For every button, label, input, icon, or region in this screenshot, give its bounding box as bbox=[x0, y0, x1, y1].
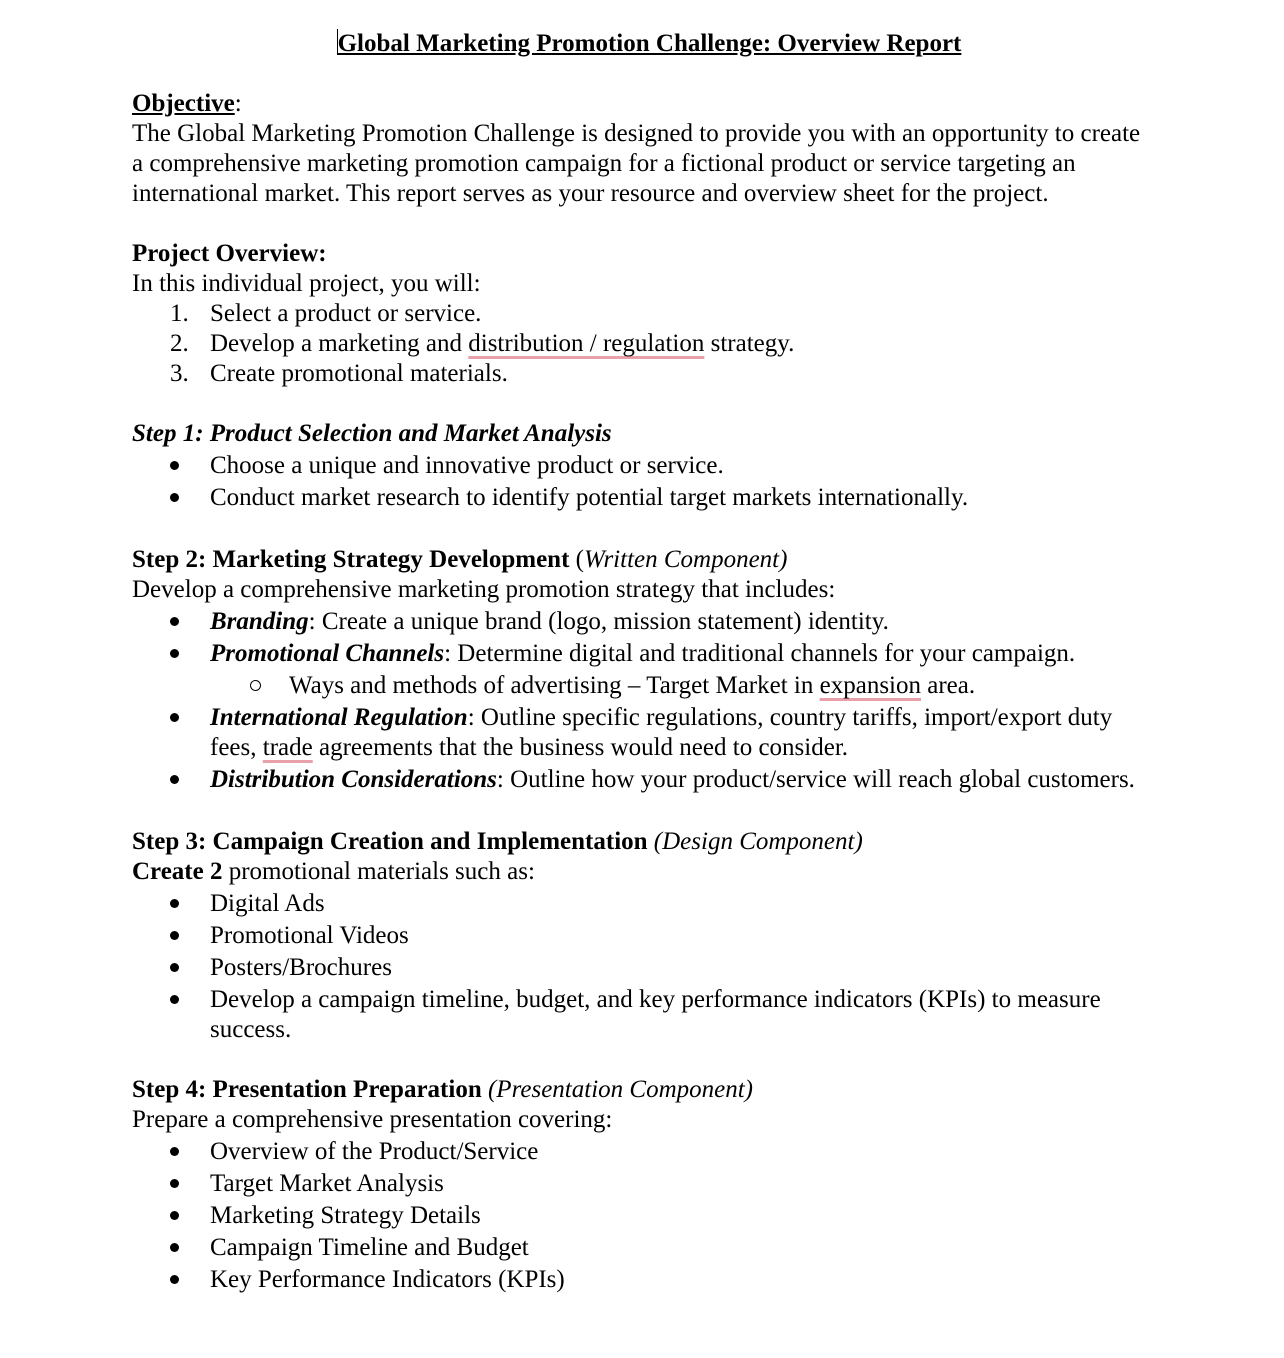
overview-intro: In this individual project, you will: bbox=[132, 270, 481, 297]
spellcheck-flag[interactable]: trade bbox=[262, 734, 313, 761]
list-item: Branding: Create a unique brand (logo, mission statement) identity. bbox=[132, 607, 1152, 637]
bullet-icon bbox=[170, 639, 194, 669]
list-item: 2. Develop a marketing and distribution / regulation strategy. bbox=[170, 330, 795, 357]
hollow-bullet-icon bbox=[250, 671, 261, 701]
step4-heading: Step 4: Presentation Preparation (Presentation Component) bbox=[132, 1076, 753, 1103]
bullet-icon bbox=[170, 703, 194, 733]
step3-intro: Create 2 promotional materials such as: bbox=[132, 858, 535, 885]
bullet-icon bbox=[170, 921, 194, 951]
step1-list bbox=[132, 451, 1152, 513]
step3-list bbox=[132, 889, 1152, 1045]
list-item: 3. Create promotional materials. bbox=[170, 360, 508, 387]
spellcheck-flag[interactable]: expansion bbox=[819, 672, 921, 699]
bullet-icon bbox=[170, 1137, 194, 1167]
step2-intro: Develop a comprehensive marketing promotion strategy that includes: bbox=[132, 576, 836, 603]
step3-heading: Step 3: Campaign Creation and Implementation (Design Component) bbox=[132, 828, 863, 855]
list-item: Promotional Channels: Determine digital and traditional channels for your campaign. bbox=[132, 639, 1152, 669]
bullet-icon bbox=[170, 889, 194, 919]
bullet-icon bbox=[170, 1201, 194, 1231]
list-item: Digital Ads bbox=[132, 889, 1152, 919]
list-item: 1. Select a product or service. bbox=[170, 300, 482, 327]
bullet-icon bbox=[170, 607, 194, 637]
list-item: Develop a campaign timeline, budget, and key performance indicators (KPIs) to measure success. bbox=[132, 985, 1152, 1045]
list-item: Posters/Brochures bbox=[132, 953, 1152, 983]
bullet-icon bbox=[170, 1265, 194, 1295]
list-item: Marketing Strategy Details bbox=[132, 1201, 1152, 1231]
list-item: Promotional Videos bbox=[132, 921, 1152, 951]
overview-heading: Project Overview: bbox=[132, 240, 327, 267]
bullet-icon bbox=[170, 451, 194, 481]
bullet-icon bbox=[170, 1233, 194, 1263]
document-page[interactable] bbox=[132, 29, 1152, 1297]
list-item: Target Market Analysis bbox=[132, 1169, 1152, 1199]
bullet-icon bbox=[170, 483, 194, 513]
list-item: International Regulation: Outline specific regulations, country tariffs, import/export duty fees, trade agreements that the business would need to consider. bbox=[132, 703, 1152, 763]
bullet-icon bbox=[170, 1169, 194, 1199]
list-item: Distribution Considerations: Outline how your product/service will reach global customers. bbox=[132, 765, 1152, 795]
list-item: Conduct market research to identify potential target markets internationally. bbox=[132, 483, 1152, 513]
overview-list bbox=[132, 299, 1152, 389]
list-item: Overview of the Product/Service bbox=[132, 1137, 1152, 1167]
list-item: Key Performance Indicators (KPIs) bbox=[132, 1265, 1152, 1295]
step4-list bbox=[132, 1137, 1152, 1295]
sub-list-item: Ways and methods of advertising – Target Market in expansion area. bbox=[132, 671, 1152, 701]
spellcheck-flag[interactable]: distribution / regulation bbox=[468, 330, 705, 357]
list-item: Campaign Timeline and Budget bbox=[132, 1233, 1152, 1263]
objective-body: The Global Marketing Promotion Challenge is designed to provide you with an opportunity to create a comprehensive marketing promotion campaign for a fictional product or service targeting an international market. This report serves as your resource and overview sheet for the project. bbox=[132, 120, 1141, 207]
step2-list bbox=[132, 607, 1152, 795]
step4-intro: Prepare a comprehensive presentation covering: bbox=[132, 1106, 613, 1133]
step2-heading: Step 2: Marketing Strategy Development (Written Component) bbox=[132, 546, 788, 573]
list-item: Choose a unique and innovative product or service. bbox=[132, 451, 1152, 481]
bullet-icon bbox=[170, 953, 194, 983]
bullet-icon bbox=[170, 765, 194, 795]
step1-heading: Step 1: Product Selection and Market Analysis bbox=[132, 420, 612, 447]
objective-heading: Objective: bbox=[132, 90, 242, 117]
document-title: Global Marketing Promotion Challenge: Overview Report bbox=[337, 30, 962, 57]
bullet-icon bbox=[170, 985, 194, 1015]
